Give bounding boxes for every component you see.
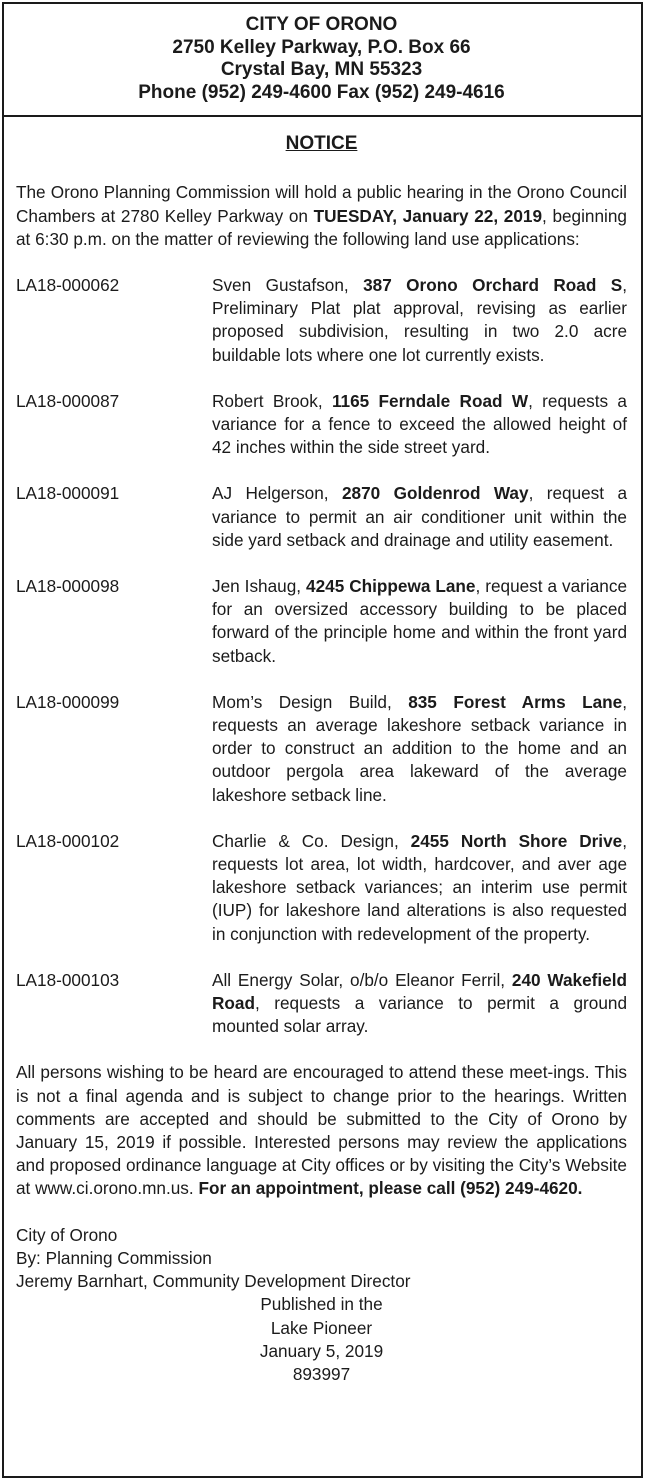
application-number: LA18-000062 [16, 274, 120, 295]
applicant: Robert Brook, [212, 390, 332, 411]
applicant: Charlie & Co. Design, [212, 830, 411, 851]
applications-list [16, 274, 627, 1038]
application-number: LA18-000087 [16, 390, 120, 411]
application-description [212, 691, 627, 807]
intro-text-start: The Orono Planning Commission will hold a public hearing in the Orono Council Chambers at 2780 Kelley Parkway on [16, 182, 627, 226]
application-number: LA18-000099 [16, 691, 120, 712]
application-item [16, 830, 627, 946]
publication-id: 893997 [292, 1363, 351, 1384]
intro-paragraph [16, 181, 627, 251]
notice-title: NOTICE [285, 133, 358, 155]
org-phone: Phone (952) 249-4600 Fax (952) 249-4616 [138, 81, 505, 103]
request-text: , requests an average lakeshore setback variance in order to construct an addition to the home and an outdoor pergola area lakeward of the average lakeshore setback line. [212, 691, 627, 805]
application-item [16, 274, 627, 367]
property-address: 835 Forest Arms Lane [408, 691, 623, 712]
property-address: 2455 North Shore Drive [410, 830, 623, 851]
application-item [16, 691, 627, 807]
application-number: LA18-000102 [16, 830, 120, 851]
org-address: 2750 Kelley Parkway, P.O. Box 66 [172, 36, 471, 58]
property-address: 1165 Ferndale Road W [331, 390, 529, 411]
application-description [212, 575, 627, 668]
application-number: LA18-000098 [16, 576, 120, 597]
signature-city: City of Orono [16, 1224, 118, 1245]
signature-body: By: Planning Commission [16, 1247, 212, 1268]
publication-info [16, 1293, 627, 1386]
request-text: , Preliminary Plat plat approval, revising as earlier proposed subdivision, resulting in two 2.0 acre buildable lots where one lot currently exists. [212, 274, 627, 365]
notice-header [16, 14, 627, 104]
applicant: Jen Ishaug, [212, 576, 307, 597]
applicant: Sven Gustafson, [212, 274, 364, 295]
application-number: LA18-000091 [16, 483, 120, 504]
request-text: , requests a variance for a fence to exceed the allowed height of 42 inches within the side street yard. [212, 390, 627, 458]
closing-text: All persons wishing to be heard are encouraged to attend these meet-ings. This is not a final agenda and is subject to change prior to the hearings. Written comments are accepted and should be submitted to the City of Orono by January 15, 2019 if possible. Interested persons may review the applications and proposed ordinance language at City offices or by visiting the City’s Website at www.ci.orono.mn.us. [16, 1062, 627, 1199]
application-description [212, 830, 627, 946]
application-number: LA18-000103 [16, 969, 120, 990]
application-description [212, 390, 627, 460]
appointment-callout: For an appointment, please call (952) 249-4620. [198, 1178, 583, 1199]
property-address: 4245 Chippewa Lane [306, 576, 476, 597]
request-text: , requests lot area, lot width, hardcover, and aver age lakeshore setback variances; an interim use permit (IUP) for lakeshore land alterations is also requested in conjunction with redevelopment of the property. [212, 830, 627, 944]
signature-person: Jeremy Barnhart, Community Development Director [16, 1271, 411, 1292]
signature-block [16, 1224, 627, 1294]
org-name: CITY OF ORONO [245, 14, 398, 35]
org-city: Crystal Bay, MN 55323 [220, 59, 423, 81]
application-item [16, 390, 627, 460]
hearing-date: TUESDAY, January 22, 2019 [313, 205, 543, 226]
property-address: 387 Orono Orchard Road S [363, 274, 623, 295]
applicant: All Energy Solar, o/b/o Eleanor Ferril, [212, 969, 512, 990]
header-divider [4, 115, 641, 117]
publication-line: Published in the [260, 1294, 383, 1315]
property-address: 2870 Goldenrod Way [341, 483, 529, 504]
applicant: Mom’s Design Build, [212, 691, 409, 712]
application-description [212, 274, 627, 367]
applicant: AJ Helgerson, [212, 483, 342, 504]
intro-text-end: , beginning at 6:30 p.m. on the matter of reviewing the following land use applications: [16, 205, 627, 249]
closing-paragraph [16, 1061, 627, 1200]
request-text: , request a variance for an oversized accessory building to be placed forward of the principle home and within the front yard setback. [212, 576, 627, 666]
application-item [16, 575, 627, 668]
publication-date: January 5, 2019 [259, 1340, 384, 1361]
publication-paper: Lake Pioneer [270, 1317, 373, 1338]
application-item [16, 969, 627, 1039]
application-description [212, 969, 627, 1039]
public-notice [2, 2, 643, 1478]
request-text: , requests a variance to permit a ground mounted solar array. [212, 993, 627, 1037]
application-description [212, 482, 627, 552]
property-address: 240 Wakefield Road [212, 969, 628, 1014]
request-text: , request a variance to permit an air conditioner unit within the side yard setback and drainage and utility easement. [212, 483, 627, 550]
application-item [16, 482, 627, 552]
